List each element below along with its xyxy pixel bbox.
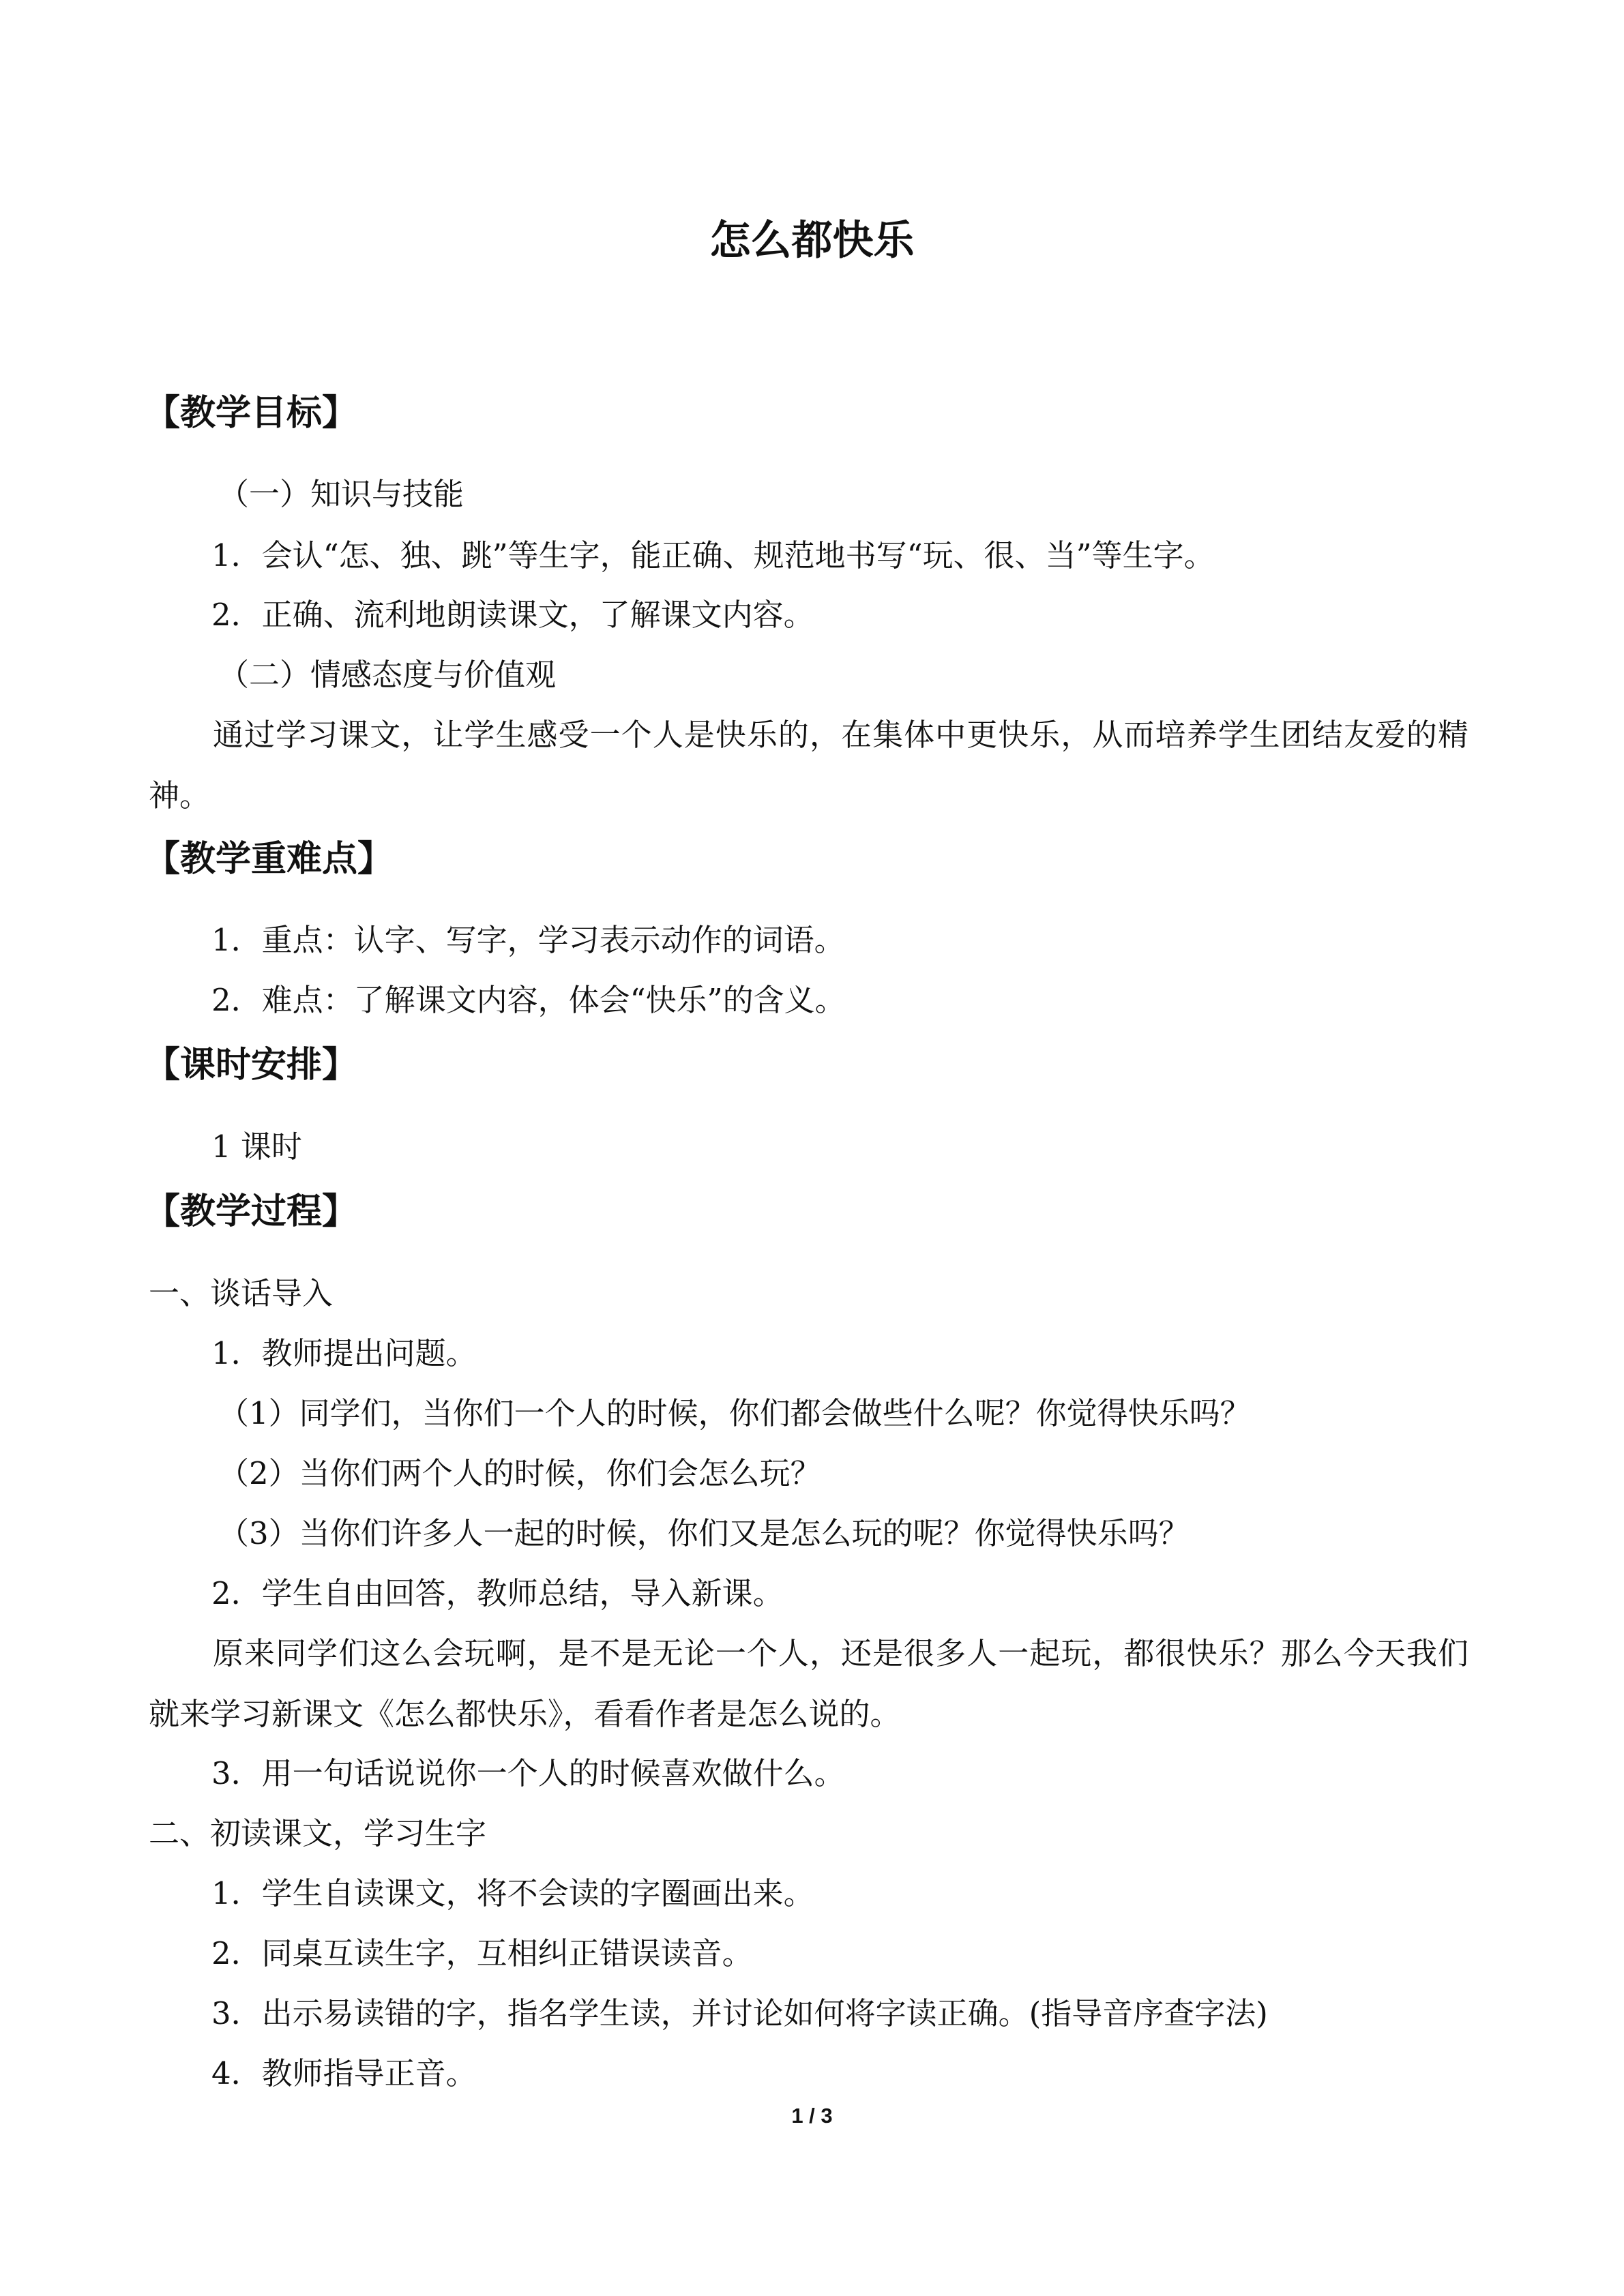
page-number: 1 / 3 <box>791 2104 833 2128</box>
process-part-1-question-3: （3）当你们许多人一起的时候，你们又是怎么玩的呢？你觉得快乐吗？ <box>218 1515 1190 1551</box>
subheading-attitude-values: （二）情感态度与价值观 <box>218 657 557 693</box>
process-part-1-step-1: 1．教师提出问题。 <box>211 1335 477 1371</box>
section-heading-key-points: 【教学重难点】 <box>145 839 394 880</box>
process-part-1-paragraph: 原来同学们这么会玩啊，是不是无论一个人，还是很多人一起玩，都很快乐？那么今天我们就来学习新课文《怎么都快乐》，看看作者是怎么说的。 <box>149 1635 1468 1732</box>
objective-item-1: 1．会认“怎、独、跳”等生字，能正确、规范地书写“玩、很、当”等生字。 <box>211 537 1215 573</box>
process-part-1-step-2: 2．学生自由回答，教师总结，导入新课。 <box>211 1575 784 1611</box>
process-part-2-step-3: 3．出示易读错的字，指名学生读，并讨论如何将字读正确。(指导音序查字法) <box>211 1995 1268 2031</box>
key-point-item-2: 2．难点：了解课文内容，体会“快乐”的含义。 <box>211 982 846 1018</box>
process-part-2-step-2: 2．同桌互读生字，互相纠正错误读音。 <box>211 1935 753 1971</box>
process-part-2-step-1: 1．学生自读课文，将不会读的字圈画出来。 <box>211 1875 814 1911</box>
process-part-1-question-2: （2）当你们两个人的时候，你们会怎么玩？ <box>218 1455 821 1491</box>
process-part-2-title: 二、初读课文，学习生字 <box>149 1815 487 1851</box>
process-part-1-title: 一、谈话导入 <box>149 1275 334 1311</box>
subheading-knowledge-skills: （一）知识与技能 <box>218 476 464 512</box>
process-part-2-step-4: 4．教师指导正音。 <box>211 2055 477 2091</box>
section-heading-process: 【教学过程】 <box>145 1191 358 1232</box>
process-part-1-step-3: 3．用一句话说说你一个人的时候喜欢做什么。 <box>211 1755 845 1791</box>
section-heading-schedule: 【课时安排】 <box>145 1045 358 1086</box>
process-part-1-question-1: （1）同学们，当你们一个人的时候，你们都会做些什么呢？你觉得快乐吗？ <box>218 1395 1251 1431</box>
page-title: 怎么都快乐 <box>709 217 915 265</box>
section-heading-objectives: 【教学目标】 <box>145 393 358 434</box>
key-point-item-1: 1．重点：认字、写字，学习表示动作的词语。 <box>211 922 845 958</box>
objective-paragraph: 通过学习课文，让学生感受一个人是快乐的，在集体中更快乐，从而培养学生团结友爱的精神。 <box>149 717 1468 814</box>
objective-item-2: 2．正确、流利地朗读课文，了解课文内容。 <box>211 597 814 633</box>
schedule-text: 1 课时 <box>211 1129 302 1165</box>
